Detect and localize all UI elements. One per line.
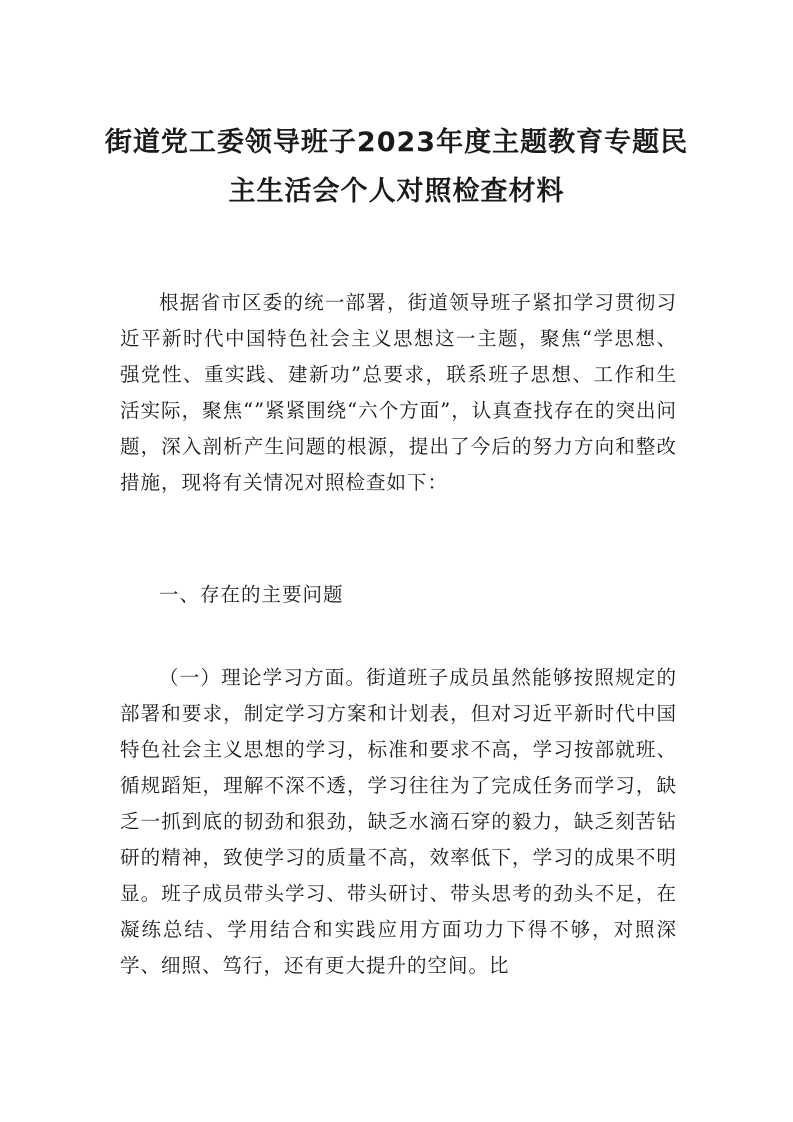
- intro-paragraph: 根据省市区委的统一部署，街道领导班子紧扣学习贯彻习近平新时代中国特色社会主义思想这一主题，聚焦“学思想、强党性、重实践、建新功”总要求，联系班子思想、工作和生活实际，聚焦“”紧紧围绕“六个方面”，认真查找存在的突出问题，深入剖析产生问题的根源，提出了今后的努力方向和整改措施，现将有关情况对照检查如下：: [120, 291, 677, 494]
- theory-study-paragraph: （一）理论学习方面。街道班子成员虽然能够按照规定的部署和要求，制定学习方案和计划表，但对习近平新时代中国特色社会主义思想的学习，标准和要求不高，学习按部就班、循规蹈矩，理解不深不透，学习往往为了完成任务而学习，缺乏一抓到底的韧劲和狠劲，缺乏水滴石穿的毅力，缺乏刻苦钻研的精神，致使学习的质量不高，效率低下，学习的成果不明显。班子成员带头学习、带头研讨、带头思考的劲头不足，在凝练总结、学用结合和实践应用方面功力下得不够，对照深学、细照、笃行，还有更大提升的空间。比: [120, 666, 677, 977]
- document-title: 街道党工委领导班子2023年度主题教育专题民主生活会个人对照检查材料: [104, 127, 689, 207]
- section-heading-problems: 一、存在的主要问题: [159, 583, 344, 606]
